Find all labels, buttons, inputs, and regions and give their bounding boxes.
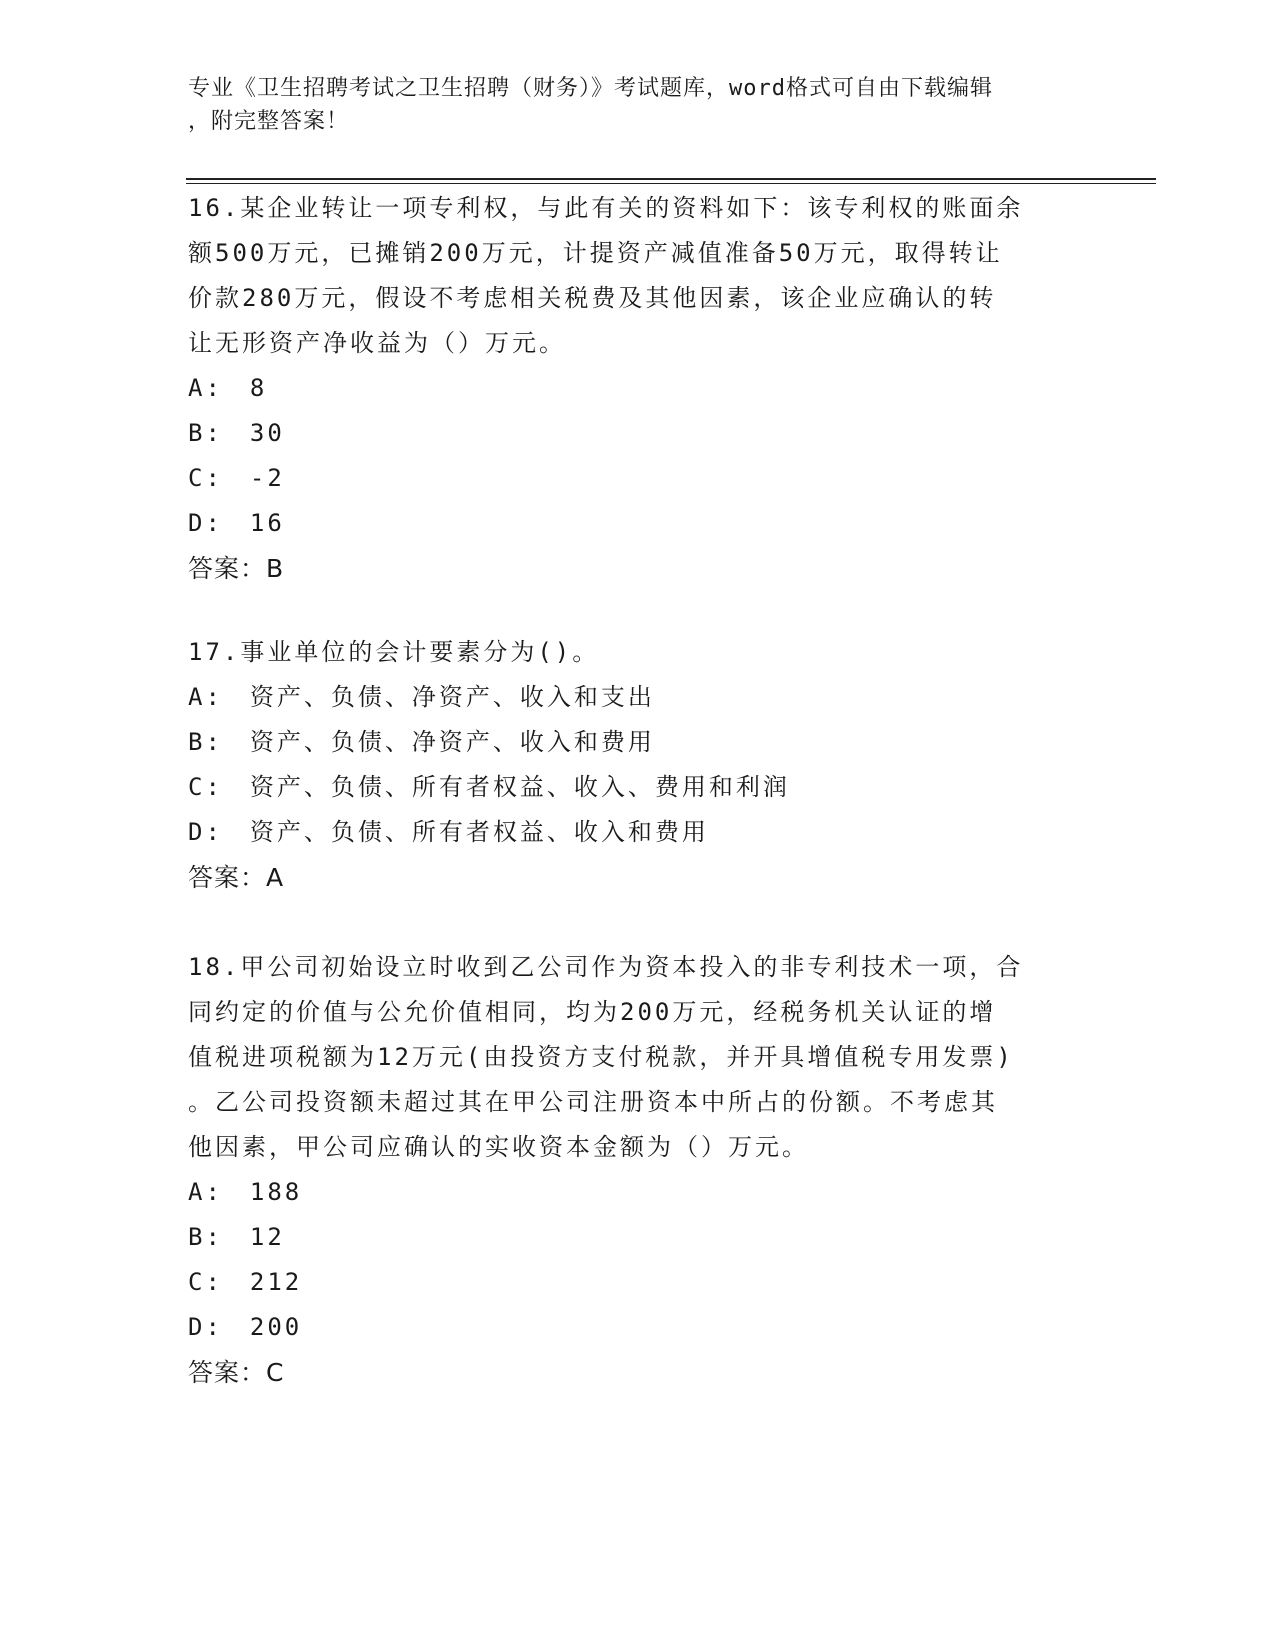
question-text-line: 额500万元，已摊销200万元，计提资产减值准备50万元，取得转让 (188, 239, 1003, 267)
header-divider-thick (186, 178, 1156, 180)
header-line-1: 专业《卫生招聘考试之卫生招聘（财务）》考试题库，word格式可自由下载编辑 (188, 76, 993, 101)
question-text-line: 价款280万元，假设不考虑相关税费及其他因素，该企业应确认的转 (188, 284, 997, 312)
question-text-line: 16.某企业转让一项专利权，与此有关的资料如下：该专利权的账面余 (188, 194, 1024, 222)
option-a: A: 8 (188, 374, 268, 402)
option-d: D: 资产、负债、所有者权益、收入和费用 (188, 818, 709, 846)
option-a: A: 188 (188, 1178, 303, 1206)
question-text-line: 让无形资产净收益为（）万元。 (188, 329, 566, 357)
question-text-line: 。乙公司投资额未超过其在甲公司注册资本中所占的份额。不考虑其 (188, 1088, 998, 1116)
option-c: C: 资产、负债、所有者权益、收入、费用和利润 (188, 773, 790, 801)
option-d: D: 200 (188, 1313, 303, 1341)
question-16 (188, 186, 1088, 591)
question-text-line: 值税进项税额为12万元(由投资方支付税款，并开具增值税专用发票) (188, 1043, 1014, 1071)
question-text-line: 18.甲公司初始设立时收到乙公司作为资本投入的非专利技术一项，合 (188, 953, 1024, 981)
question-text-line: 他因素，甲公司应确认的实收资本金额为（）万元。 (188, 1133, 809, 1161)
option-d: D: 16 (188, 509, 285, 537)
option-b: B: 30 (188, 419, 285, 447)
question-18 (188, 945, 1088, 1395)
option-c: C: -2 (188, 464, 285, 492)
question-17 (188, 630, 1088, 900)
answer: 答案：A (188, 863, 285, 892)
option-c: C: 212 (188, 1268, 303, 1296)
option-a: A: 资产、负债、净资产、收入和支出 (188, 683, 655, 711)
option-b: B: 资产、负债、净资产、收入和费用 (188, 728, 655, 756)
option-b: B: 12 (188, 1223, 285, 1251)
header-line-2: ，附完整答案！ (188, 109, 350, 134)
answer: 答案：B (188, 554, 285, 583)
answer: 答案：C (188, 1358, 285, 1387)
question-text-line: 同约定的价值与公允价值相同，均为200万元，经税务机关认证的增 (188, 998, 997, 1026)
question-text-line: 17.事业单位的会计要素分为()。 (188, 638, 600, 666)
header-divider-thin (186, 183, 1156, 184)
document-header (188, 72, 1068, 138)
